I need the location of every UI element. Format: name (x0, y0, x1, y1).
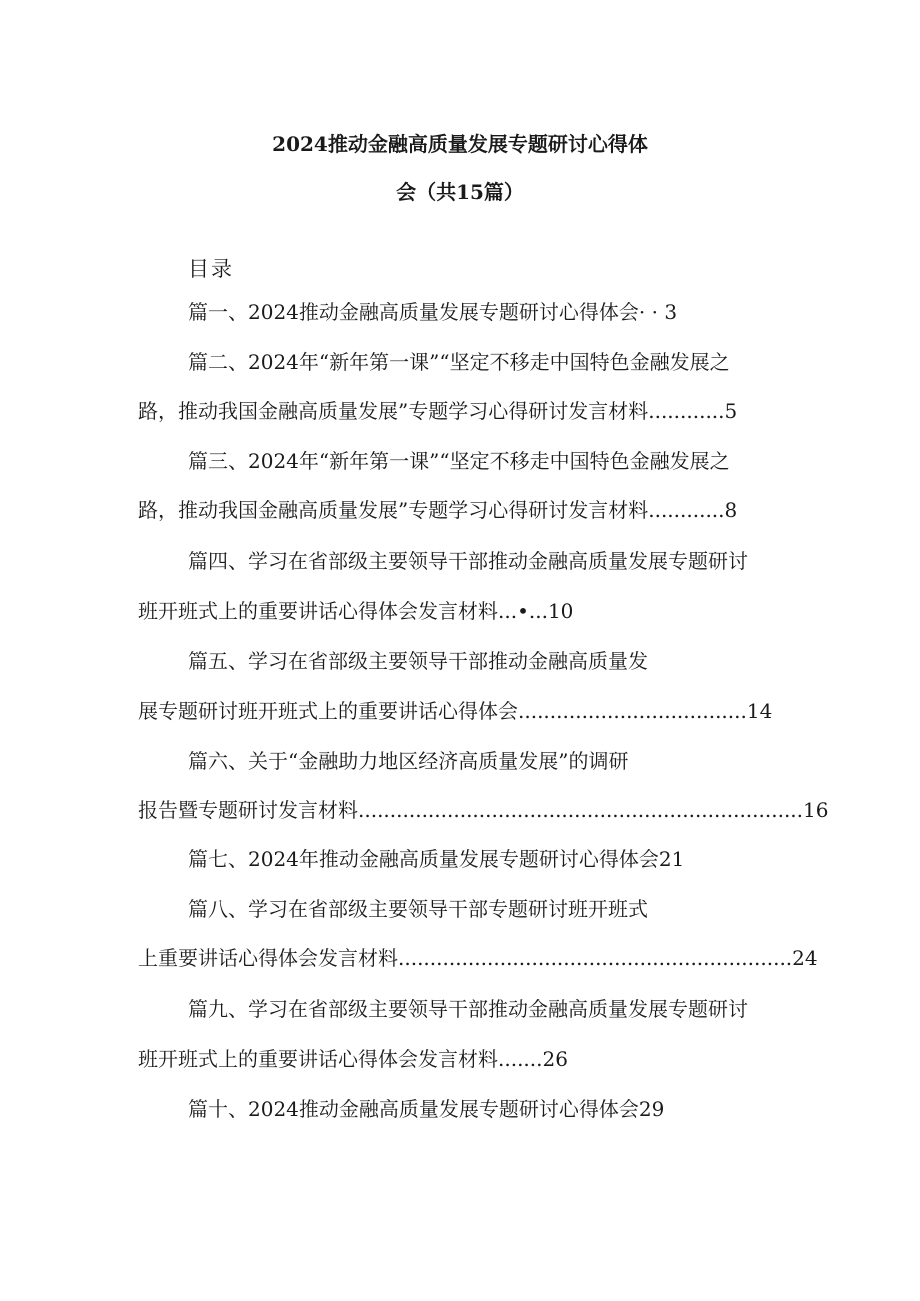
document-title-line-1: 2024推动金融高质量发展专题研讨心得体 (272, 132, 648, 156)
document-title-line-2: 会（共15篇） (396, 180, 524, 204)
toc-entry-2-cont[interactable]: 路，推动我国金融高质量发展”专题学习心得研讨发言材料............5 (138, 399, 738, 423)
toc-heading: 目录 (188, 257, 234, 281)
toc-entry-9-cont[interactable]: 班开班式上的重要讲话心得体会发言材料.......26 (138, 1047, 568, 1071)
toc-entry-7[interactable]: 篇七、2024年推动金融高质量发展专题研讨心得体会21 (188, 847, 685, 871)
toc-entry-6[interactable]: 篇六、关于“金融助力地区经济高质量发展”的调研 (188, 749, 629, 773)
toc-entry-2[interactable]: 篇二、2024年“新年第一课”“坚定不移走中国特色金融发展之 (188, 350, 730, 374)
toc-entry-5-cont[interactable]: 展专题研讨班开班式上的重要讲话心得体会....................................14 (138, 699, 773, 723)
toc-entry-8[interactable]: 篇八、学习在省部级主要领导干部专题研讨班开班式 (188, 897, 648, 921)
toc-entry-5[interactable]: 篇五、学习在省部级主要领导干部推动金融高质量发 (188, 649, 648, 673)
toc-entry-3[interactable]: 篇三、2024年“新年第一课”“坚定不移走中国特色金融发展之 (188, 449, 730, 473)
toc-entry-10[interactable]: 篇十、2024推动金融高质量发展专题研讨心得体会29 (188, 1097, 665, 1121)
toc-entry-4[interactable]: 篇四、学习在省部级主要领导干部推动金融高质量发展专题研讨 (188, 549, 748, 573)
toc-entry-6-cont[interactable]: 报告暨专题研讨发言材料......................................................................16 (138, 798, 829, 822)
toc-entry-4-cont[interactable]: 班开班式上的重要讲话心得体会发言材料...•...10 (138, 599, 574, 623)
toc-entry-8-cont[interactable]: 上重要讲话心得体会发言材料..............................................................24 (138, 946, 818, 970)
toc-entry-1[interactable]: 篇一、2024推动金融高质量发展专题研讨心得体会· · 3 (188, 300, 678, 324)
toc-entry-9[interactable]: 篇九、学习在省部级主要领导干部推动金融高质量发展专题研讨 (188, 997, 748, 1021)
toc-entry-3-cont[interactable]: 路，推动我国金融高质量发展”专题学习心得研讨发言材料............8 (138, 498, 738, 522)
